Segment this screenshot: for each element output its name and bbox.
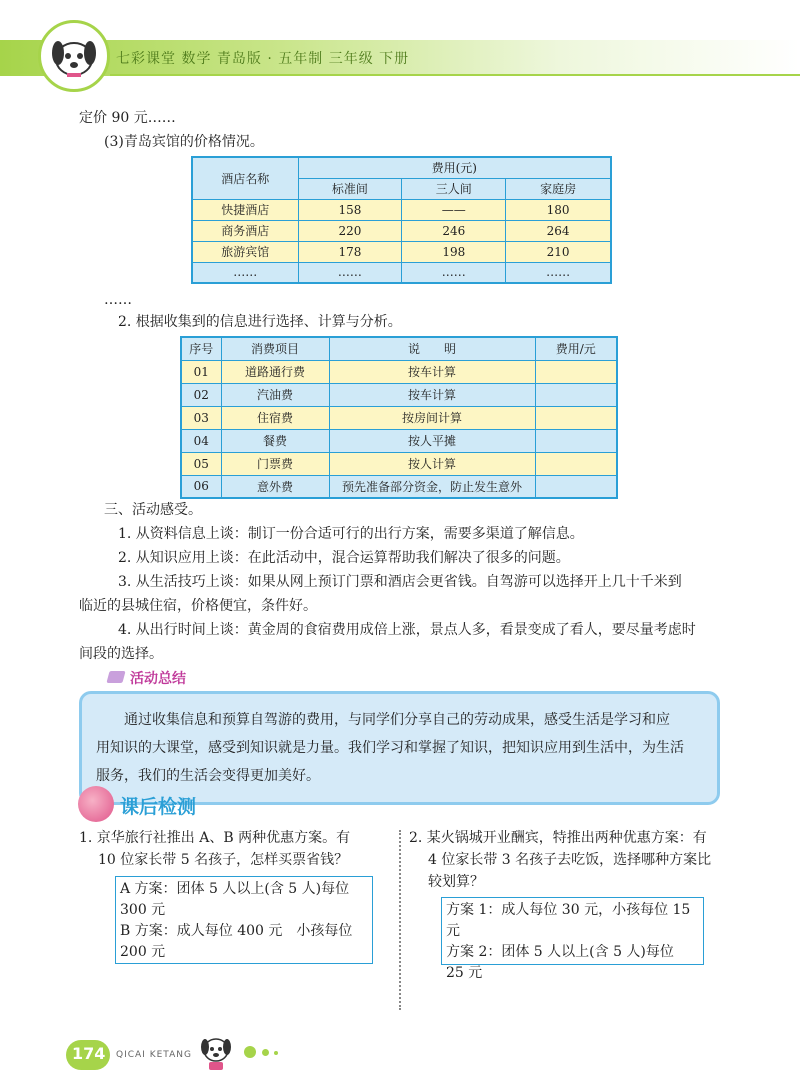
table-cell: 246 [402, 220, 506, 241]
column-divider [399, 830, 401, 1010]
col-family: 家庭房 [506, 178, 611, 199]
table-cell: 旅游宾馆 [192, 241, 298, 262]
footer-dot-icon [244, 1046, 256, 1058]
footer-mascot-dog-icon [196, 1030, 236, 1074]
feeling-1: 1. 从资料信息上谈：制订一份合适可行的出行方案，需要多渠道了解信息。 [118, 526, 584, 542]
table-cell: 06 [181, 475, 221, 498]
table-cell: 按车计算 [329, 360, 535, 383]
q2-box-line: 方案 2：团体 5 人以上(含 5 人)每位 [446, 944, 674, 960]
table-cell: 预先准备部分资金，防止发生意外 [329, 475, 535, 498]
table-cell: 220 [298, 220, 402, 241]
table-row [181, 406, 617, 429]
q2-box-line: 25 元 [446, 965, 483, 981]
feeling-4: 4. 从出行时间上谈：黄金周的食宿费用成倍上涨，景点人多，看景变成了看人，要尽量考虑时 [118, 622, 696, 638]
table-cell: 01 [181, 360, 221, 383]
footer-brand: QICAI KETANG [116, 1050, 192, 1060]
col-desc: 说 明 [329, 337, 535, 360]
step-2-title: 2. 根据收集到的信息进行选择、计算与分析。 [118, 314, 402, 330]
q2-line-2: 4 位家长带 3 名孩子去吃饭，选择哪种方案比 [428, 852, 712, 868]
table-row [192, 241, 611, 262]
table-cell: 门票费 [221, 452, 329, 475]
table-cell: 04 [181, 429, 221, 452]
col-hotel-name: 酒店名称 [192, 157, 298, 199]
pencil-icon [106, 671, 125, 683]
hotel-price-table [191, 156, 612, 284]
table-cell[interactable] [535, 360, 617, 383]
summary-box [79, 691, 720, 805]
table-cell: 意外费 [221, 475, 329, 498]
table-cell: 汽油费 [221, 383, 329, 406]
q1-box-line: B 方案：成人每位 400 元 小孩每位 [120, 923, 353, 939]
table-row [181, 452, 617, 475]
table-row [181, 429, 617, 452]
feeling-3: 3. 从生活技巧上谈：如果从网上预订门票和酒店会更省钱。自驾游可以选择开上几十千米到 [118, 574, 682, 590]
table-cell: …… [506, 262, 611, 283]
table-row [192, 199, 611, 220]
table-cell: 178 [298, 241, 402, 262]
table-cell: 按人平摊 [329, 429, 535, 452]
after-class-title: 课后检测 [120, 796, 197, 818]
table-cell: 住宿费 [221, 406, 329, 429]
table-cell: 264 [506, 220, 611, 241]
col-cost: 费用(元) [298, 157, 611, 178]
col-index: 序号 [181, 337, 221, 360]
q2-line-3: 较划算？ [428, 874, 484, 890]
table-cell: 餐费 [221, 429, 329, 452]
page-number: 174 [72, 1044, 106, 1063]
table-cell[interactable] [535, 452, 617, 475]
summary-label: 活动总结 [130, 671, 186, 687]
q1-options-box [115, 876, 373, 964]
q1-box-line: A 方案：团体 5 人以上(含 5 人)每位 [120, 881, 350, 897]
table-cell: 商务酒店 [192, 220, 298, 241]
ellipsis-line: …… [104, 292, 132, 308]
table-cell: —— [402, 199, 506, 220]
mascot-bird-icon [78, 786, 114, 822]
table-cell: 快捷酒店 [192, 199, 298, 220]
table-cell: 180 [506, 199, 611, 220]
table-cell[interactable] [535, 383, 617, 406]
table-cell[interactable] [535, 406, 617, 429]
table-row [192, 220, 611, 241]
table-cell: 02 [181, 383, 221, 406]
table-cell: 210 [506, 241, 611, 262]
q1-line-1: 1. 京华旅行社推出 A、B 两种优惠方案。有 [79, 830, 351, 846]
table-cell: …… [192, 262, 298, 283]
table-cell: 158 [298, 199, 402, 220]
table-cell: 按房间计算 [329, 406, 535, 429]
q2-line-1: 2. 某火锅城开业酬宾，特推出两种优惠方案：有 [409, 830, 707, 846]
feeling-2: 2. 从知识应用上谈：在此活动中，混合运算帮助我们解决了很多的问题。 [118, 550, 570, 566]
table-cell[interactable] [535, 475, 617, 498]
q1-box-line: 200 元 [120, 944, 166, 960]
price-line: 定价 90 元…… [79, 110, 176, 126]
table-row [181, 383, 617, 406]
footer-dot-icon [274, 1051, 278, 1055]
col-triple: 三人间 [402, 178, 506, 199]
q1-box-line: 300 元 [120, 902, 166, 918]
table-row [192, 262, 611, 283]
q2-options-box [441, 897, 704, 981]
table-cell: 道路通行费 [221, 360, 329, 383]
table-cell: 按车计算 [329, 383, 535, 406]
table-row [181, 475, 617, 498]
table-cell: 按人计算 [329, 452, 535, 475]
table-cell[interactable] [535, 429, 617, 452]
table-cell: 198 [402, 241, 506, 262]
q2-box-line: 方案 1：成人每位 30 元，小孩每位 15 元 [446, 902, 691, 939]
feelings-title: 三、活动感受。 [104, 502, 202, 518]
q1-line-2: 10 位家长带 5 名孩子，怎样买票省钱？ [98, 852, 349, 868]
header-underline [110, 74, 800, 76]
table-cell: 03 [181, 406, 221, 429]
feeling-4-cont: 间段的选择。 [79, 646, 163, 662]
header-title: 七彩课堂 数学 青岛版 · 五年制 三年级 下册 [116, 51, 410, 67]
table-row [181, 360, 617, 383]
col-standard: 标准间 [298, 178, 402, 199]
table-cell: …… [298, 262, 402, 283]
section-3-title: (3)青岛宾馆的价格情况。 [104, 134, 264, 150]
expense-table [180, 336, 618, 499]
table-cell: …… [402, 262, 506, 283]
summary-line-2: 用知识的大课堂，感受到知识就是力量。我们学习和掌握了知识，把知识应用到生活中，为生活 [96, 740, 684, 756]
footer-dot-icon [262, 1049, 269, 1056]
mascot-dog-icon [38, 20, 110, 92]
summary-line-3: 服务，我们的生活会变得更加美好。 [96, 768, 320, 784]
col-fee: 费用/元 [535, 337, 617, 360]
feeling-3-cont: 临近的县城住宿，价格便宜，条件好。 [79, 598, 317, 614]
table-cell: 05 [181, 452, 221, 475]
col-item: 消费项目 [221, 337, 329, 360]
summary-line-1: 通过收集信息和预算自驾游的费用，与同学们分享自己的劳动成果，感受生活是学习和应 [124, 712, 670, 728]
